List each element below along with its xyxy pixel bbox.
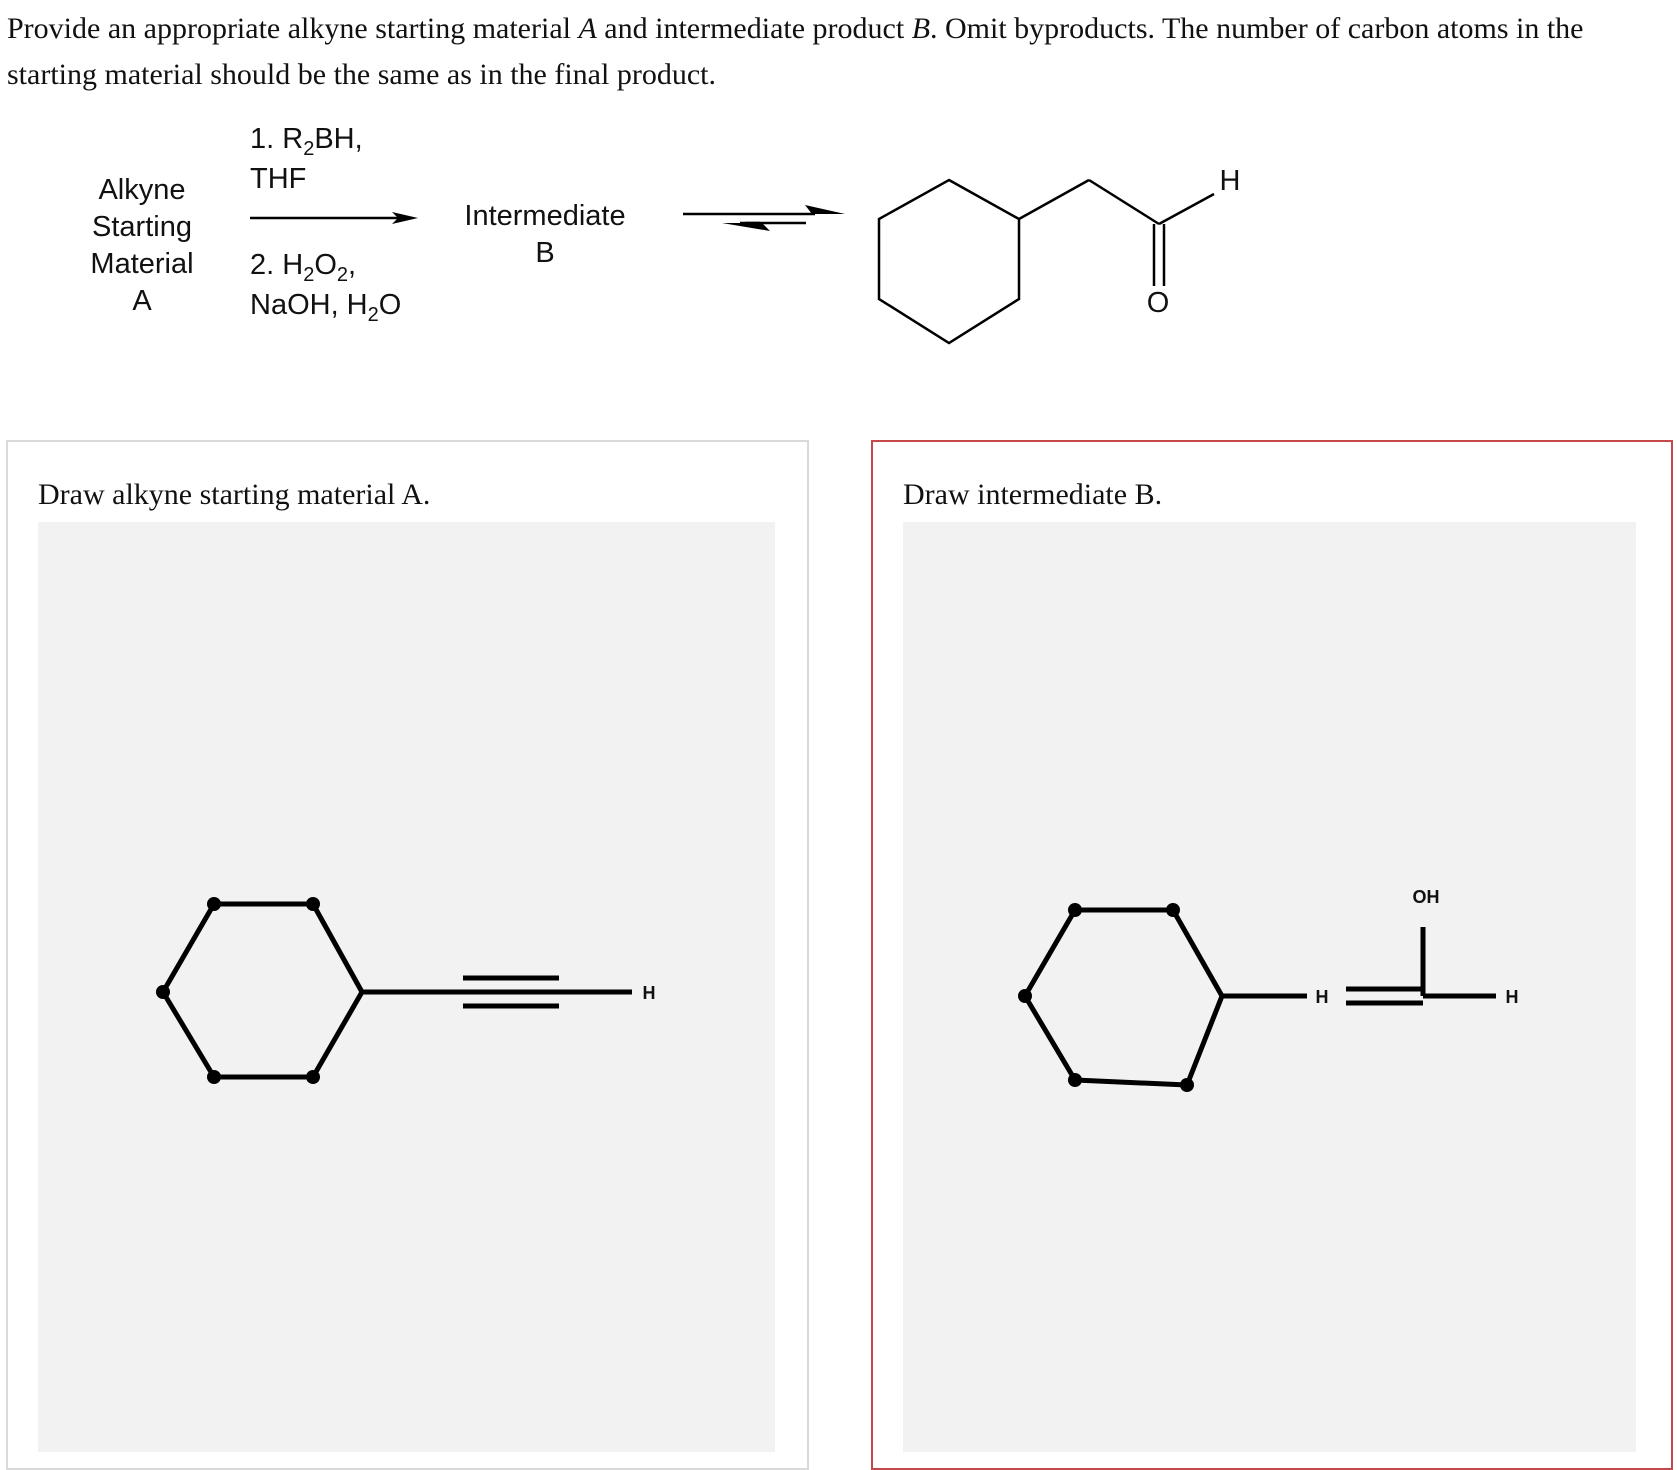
starting-material-label: Alkyne Starting Material A <box>90 174 194 317</box>
product-atom-o: O <box>1146 287 1170 319</box>
atom-dot <box>306 897 320 911</box>
atom-dot <box>207 1070 221 1084</box>
reagent-step-1: 1. $R_2BH$, THF <box>250 123 363 195</box>
drawing-canvas[interactable] <box>903 522 1636 1452</box>
atom-dot <box>1166 903 1180 917</box>
product-cyclohexane-ring <box>879 180 1019 343</box>
atom-label-h: H <box>1315 987 1329 1007</box>
atom-dot <box>1018 989 1032 1003</box>
equilibrium-arrowhead-forward <box>805 205 845 214</box>
atom-dot <box>156 985 170 999</box>
intermediate-label: Intermediate B <box>464 200 626 269</box>
double-bond <box>1346 989 1423 1003</box>
drawing-canvas[interactable] <box>38 522 775 1452</box>
atom-dot <box>1068 1073 1082 1087</box>
panel-intermediate <box>871 440 1673 1470</box>
atom-label-h: H <box>642 983 656 1003</box>
triple-bond <box>463 978 559 1006</box>
atom-dot <box>306 1070 320 1084</box>
cyclohexane-ring <box>1025 910 1222 1085</box>
structure-drawing <box>38 522 775 1452</box>
cyclohexane-ring <box>163 904 362 1077</box>
atom-dot <box>1068 903 1082 917</box>
atom-dot <box>207 897 221 911</box>
product-atom-h: H <box>1219 165 1241 197</box>
atom-dot <box>1180 1078 1194 1092</box>
atom-label-oh: OH <box>1412 887 1440 907</box>
atom-dots <box>1018 903 1194 1092</box>
structure-drawing <box>903 522 1636 1452</box>
variable-a: A <box>578 12 597 45</box>
reaction-arrows <box>0 110 1677 370</box>
variable-b: B <box>911 12 931 45</box>
atom-dots <box>156 897 320 1084</box>
question-text: Provide an appropriate alkyne starting material A and intermediate product B. Omit byproducts. The number of carbon atoms in the starting material should be the same as in the final product. <box>7 12 1584 91</box>
panel-title: Draw alkyne starting material A. <box>38 478 431 511</box>
equilibrium-arrowhead-reverse <box>722 223 770 231</box>
atom-label-h: H <box>1505 987 1519 1007</box>
reagent-step-2: 2. $H_2O_2$, NaOH, $H_2O$ <box>250 249 402 326</box>
panel-starting-material <box>6 440 809 1470</box>
reaction-scheme <box>0 110 1677 370</box>
panel-title: Draw intermediate B. <box>903 478 1163 511</box>
